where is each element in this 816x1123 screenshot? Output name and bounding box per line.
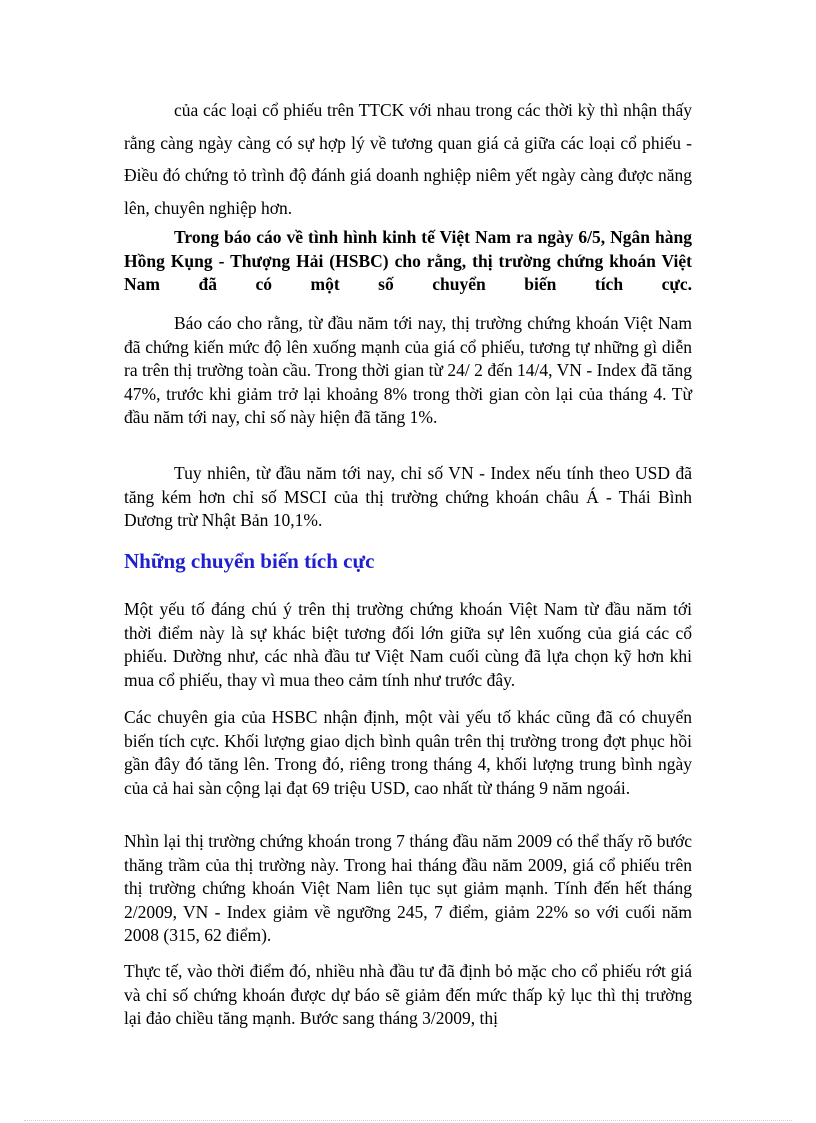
paragraph-hsbc-experts: Các chuyên gia của HSBC nhận định, một vài yếu tố khác cũng đã có chuyển biến tích cực. Khối lượng giao dịch bình quân trên thị trường trong đợt phục hồi gần đây đó tăng lên. Trong đó, riêng trong tháng 4, khối lượng trung bình ngày của cả hai sàn cộng lại đạt 69 triệu USD, cao nhất từ tháng 9 năm ngoái. (124, 707, 692, 798)
paragraph-reality: Thực tế, vào thời điểm đó, nhiều nhà đầu tư đã định bỏ mặc cho cổ phiếu rớt giá và chỉ số chứng khoán được dự báo sẽ giảm đến mức thấp kỷ lục thì thị trường lại đảo chiều tăng mạnh. Bước sang tháng 3/2009, thị (124, 961, 692, 1028)
page-bottom-divider (24, 1120, 792, 1121)
paragraph-intro: của các loại cổ phiếu trên TTCK với nhau trong các thời kỳ thì nhận thấy rằng càng ngày càng có sự hợp lý về tương quan giá cả giữa các loại cổ phiếu - Điều đó chứng tỏ trình độ đánh giá doanh nghiệp niêm yết ngày càng được năng lên, chuyên nghiệp hơn. (124, 100, 692, 218)
paragraph-factor: Một yếu tố đáng chú ý trên thị trường chứng khoán Việt Nam từ đầu năm tới thời điểm này là sự khác biệt tương đối lớn giữa sự lên xuống của giá các cổ phiếu. Dường như, các nhà đầu tư Việt Nam cuối cùng đã lựa chọn kỹ hơn khi mua cổ phiếu, thay vì mua theo cảm tính như trước đây. (124, 599, 692, 690)
paragraph-report: Báo cáo cho rằng, từ đầu năm tới nay, thị trường chứng khoán Việt Nam đã chứng kiến mức độ lên xuống mạnh của giá cổ phiếu, tương tự những gì diễn ra trên thị trường toàn cầu. Trong thời gian từ 24/ 2 đến 14/4, VN - Index đã tăng 47%, trước khi giảm trở lại khoảng 8% trong thời gian còn lại của tháng 4. Từ đầu năm tới nay, chỉ số này hiện đã tăng 1%. (124, 313, 692, 427)
paragraph-review-2009: Nhìn lại thị trường chứng khoán trong 7 tháng đầu năm 2009 có thể thấy rõ bước thăng trầm của thị trường này. Trong hai tháng đầu năm 2009, giá cổ phiếu trên thị trường chứng khoán Việt Nam liên tục sụt giảm mạnh. Tính đến hết tháng 2/2009, VN - Index giảm về ngưỡng 245, 7 điểm, giảm 22% so với cuối năm 2008 (315, 62 điểm). (124, 831, 692, 945)
section-heading: Những chuyển biến tích cực (124, 549, 375, 573)
paragraph-bold-lead: Trong báo cáo về tình hình kinh tế Việt Nam ra ngày 6/5, Ngân hàng Hồng Kụng - Thượng Hải (HSBC) cho rằng, thị trường chứng khoán Việt Nam đã có một số chuyển biến tích cực. (124, 227, 692, 294)
paragraph-msci: Tuy nhiên, từ đầu năm tới nay, chỉ số VN - Index nếu tính theo USD đã tăng kém hơn chỉ số MSCI của thị trường chứng khoán châu Á - Thái Bình Dương trừ Nhật Bản 10,1%. (124, 463, 692, 530)
